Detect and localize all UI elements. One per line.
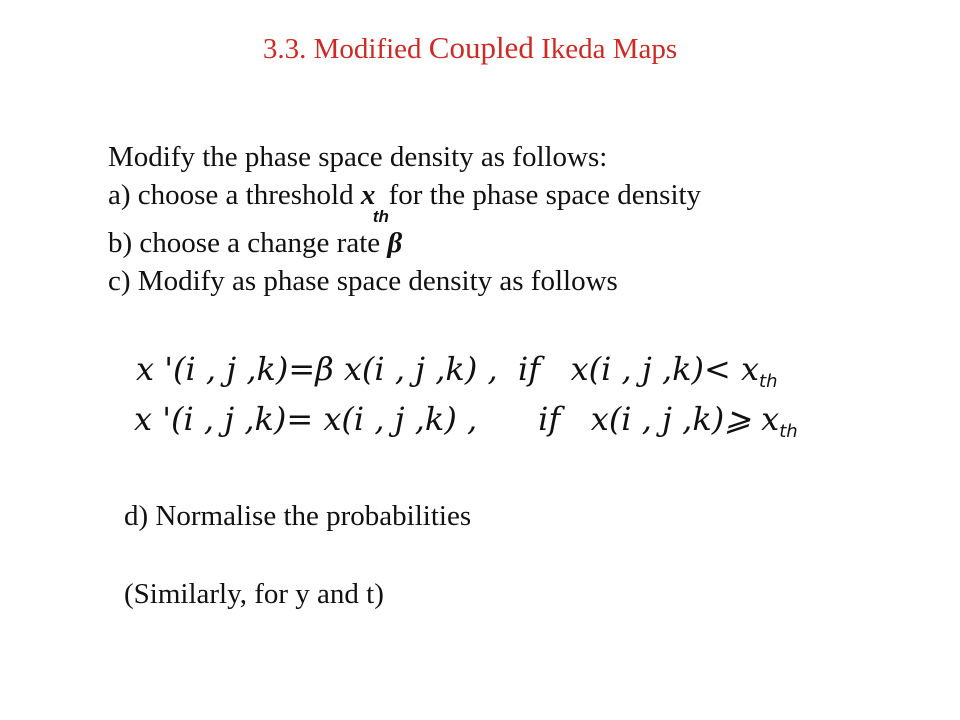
step-a-text: a) choose a threshold [108,179,361,211]
beta-symbol: β [387,227,403,259]
eq1-condition-sub: th [759,371,778,392]
title-suffix: Ikeda Maps [533,33,678,65]
title-prefix: 3.3. Modified [262,33,429,65]
eq2-condition-sub: th [779,421,798,442]
threshold-symbol [360,176,389,226]
eq1-lhs: x '(i , j ,k)=β x(i , j ,k) , [136,350,498,388]
title-emph: Coupled [428,30,534,65]
step-a [108,176,701,224]
step-a-suffix: for the phase space density [388,179,702,211]
eq1-condition: x(i , j ,k)< x [570,350,760,388]
note-line: (Similarly, for y and t) [124,578,384,610]
eq2-if: if [538,400,561,438]
equation-2 [134,400,798,442]
eq2-lhs: x '(i , j ,k)= x(i , j ,k) , [134,400,478,438]
slide-title [0,30,940,66]
intro-line: Modify the phase space density as follows: [108,141,608,173]
eq1-if: if [517,350,541,388]
equation-1 [136,350,778,392]
steps-block [108,138,701,300]
threshold-sub: th [372,207,389,226]
eq2-condition: x(i , j ,k)⩾ x [590,400,780,438]
step-b [108,224,701,262]
step-c: c) Modify as phase space density as follows [108,265,618,297]
threshold-var: x [360,179,376,211]
step-d: d) Normalise the probabilities [124,500,472,532]
step-b-text: b) choose a change rate [108,227,388,259]
